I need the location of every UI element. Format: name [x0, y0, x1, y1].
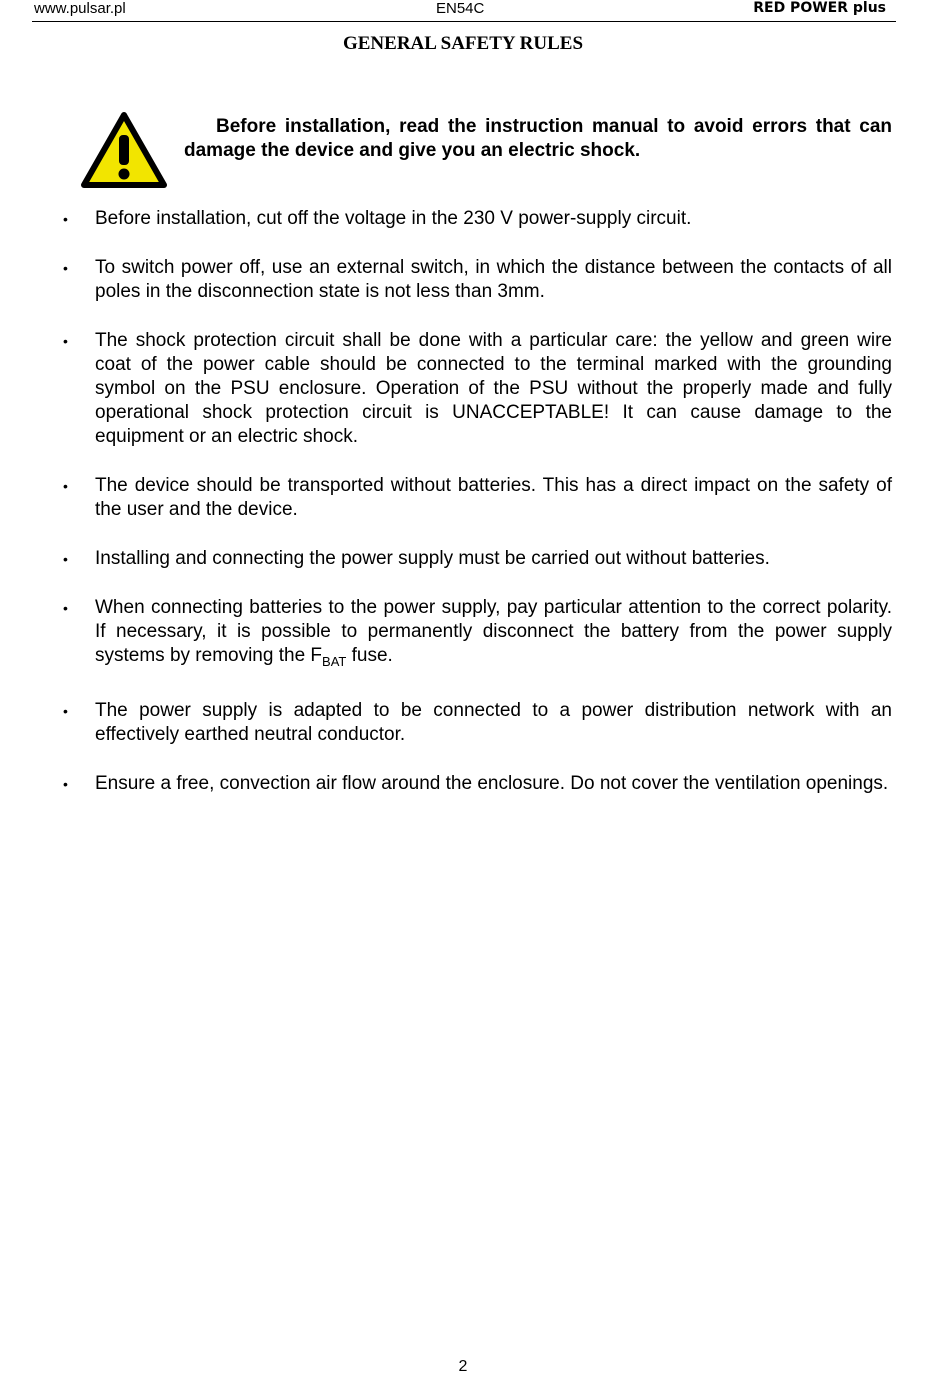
page-number: 2	[458, 1358, 468, 1375]
rule-text: The device should be transported without batteries. This has a direct impact on the safety of the user and the device.	[95, 475, 892, 520]
list-item	[0, 329, 892, 449]
safety-rules-list	[0, 207, 950, 821]
list-item	[0, 699, 892, 747]
page-title: GENERAL SAFETY RULES	[342, 33, 584, 54]
rule-text: The shock protection circuit shall be done with a particular care: the yellow and green wire coat of the power cable should be connected to the terminal marked with the grounding symbol on the PSU enclosure. Operation of the PSU without the properly made and fully operational shock protection circuit is UNACCEPTABLE! It can cause damage to the equipment or an electric shock.	[95, 330, 892, 447]
bullet: •	[63, 478, 68, 494]
rule-text: To switch power off, use an external switch, in which the distance between the contacts of all poles in the disconnection state is not less than 3mm.	[95, 257, 892, 302]
rule-text-part: When connecting batteries to the power supply, pay particular attention to the correct polarity. If necessary, it is possible to permanently disconnect the battery from the power supply systems by removing the F	[95, 597, 892, 666]
warning-triangle-icon	[80, 111, 168, 189]
rule-text: Before installation, cut off the voltage in the 230 V power-supply circuit.	[95, 208, 692, 229]
header-site: www.pulsar.pl	[34, 0, 126, 17]
list-item	[0, 772, 892, 796]
page-header	[32, 0, 896, 22]
rule-text: Installing and connecting the power supply must be carried out without batteries.	[95, 548, 770, 569]
bullet: •	[63, 702, 68, 719]
list-item	[0, 596, 892, 674]
bullet: •	[63, 260, 68, 276]
rule-text	[95, 597, 892, 669]
header-model: EN54C	[436, 0, 485, 17]
rule-text: The power supply is adapted to be connected to a power distribution network with an effectively earthed neutral conductor.	[95, 699, 892, 745]
bullet: •	[63, 600, 68, 616]
bullet: •	[63, 211, 68, 227]
warning-text: Before installation, read the instruction manual to avoid errors that can damage the device and give you an electric shock.	[184, 116, 892, 161]
list-item	[0, 256, 892, 304]
list-item	[0, 207, 892, 231]
bullet: •	[63, 551, 68, 567]
bullet: •	[63, 333, 68, 349]
rule-text-part: fuse.	[346, 645, 393, 666]
header-product: RED POWER plus	[753, 0, 886, 16]
list-item	[0, 547, 892, 571]
rule-text: Ensure a free, convection air flow around the enclosure. Do not cover the ventilation openings.	[95, 772, 889, 794]
bullet: •	[63, 775, 68, 792]
list-item	[0, 474, 892, 522]
fuse-subscript: BAT	[322, 653, 347, 669]
